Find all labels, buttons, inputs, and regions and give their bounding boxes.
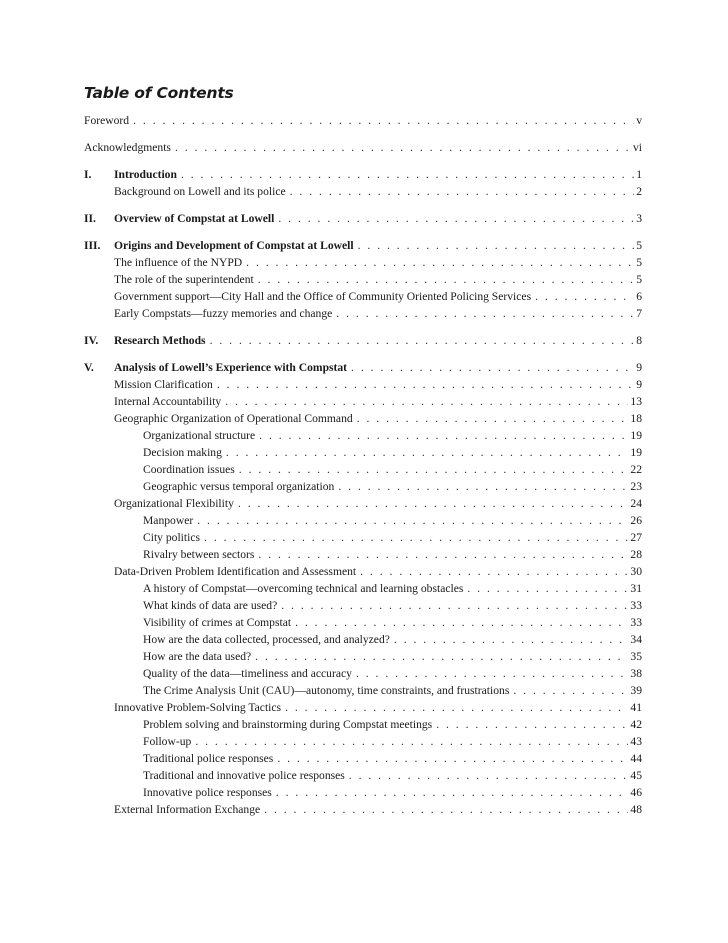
- toc-entry-page: 26: [630, 514, 642, 527]
- toc-entry-label: Quality of the data—timeliness and accuracy: [143, 667, 352, 680]
- toc-entry-label: Coordination issues: [143, 463, 235, 476]
- dot-leader: [238, 495, 629, 512]
- toc-entry[interactable]: [84, 665, 642, 682]
- dot-leader: [255, 648, 628, 665]
- toc-entry-label: How are the data collected, processed, and analyzed?: [143, 633, 390, 646]
- toc-entry-number: II.: [84, 212, 96, 225]
- toc-entry[interactable]: [84, 580, 642, 597]
- section-gap: [84, 129, 642, 139]
- toc-entry-page: 23: [630, 480, 642, 493]
- dot-leader: [360, 563, 628, 580]
- toc-entry[interactable]: [84, 461, 642, 478]
- dot-leader: [246, 254, 634, 271]
- dot-leader: [133, 112, 634, 129]
- toc-entry[interactable]: [84, 716, 642, 733]
- toc-entry-page: 44: [630, 752, 642, 765]
- toc-entry[interactable]: [84, 183, 642, 200]
- toc-entry-page: 8: [636, 334, 642, 347]
- dot-leader: [357, 410, 629, 427]
- toc-entry-page: 35: [630, 650, 642, 663]
- toc-entry-label: City politics: [143, 531, 201, 544]
- toc-entry-page: 46: [630, 786, 642, 799]
- toc-entry[interactable]: [84, 767, 642, 784]
- dot-leader: [436, 716, 628, 733]
- toc-entry[interactable]: [84, 784, 642, 801]
- toc-entry-page: 19: [630, 446, 642, 459]
- toc-entry-label: Background on Lowell and its police: [114, 185, 286, 198]
- toc-entry-label: The Crime Analysis Unit (CAU)—autonomy, time constraints, and frustrations: [143, 684, 510, 697]
- toc-entry[interactable]: [84, 210, 642, 227]
- toc-entry-page: 3: [636, 212, 642, 225]
- toc-entry-label: How are the data used?: [143, 650, 252, 663]
- dot-leader: [239, 461, 629, 478]
- toc-entry-label: The role of the superintendent: [114, 273, 254, 286]
- toc-entry-page: 33: [630, 616, 642, 629]
- toc-entry-label: Geographic versus temporal organization: [143, 480, 335, 493]
- dot-leader: [394, 631, 629, 648]
- section-gap: [84, 349, 642, 359]
- toc-entry[interactable]: [84, 427, 642, 444]
- toc-entry-page: 31: [630, 582, 642, 595]
- section-gap: [84, 227, 642, 237]
- toc-list: [84, 112, 642, 818]
- toc-entry-page: 34: [630, 633, 642, 646]
- dot-leader: [278, 210, 634, 227]
- toc-entry[interactable]: [84, 597, 642, 614]
- toc-entry-label: Traditional and innovative police responses: [143, 769, 345, 782]
- toc-entry-page: 48: [630, 803, 642, 816]
- toc-entry-label: Introduction: [114, 168, 177, 181]
- toc-entry-page: 7: [636, 307, 642, 320]
- toc-entry[interactable]: [84, 495, 642, 512]
- toc-entry-label: Follow-up: [143, 735, 192, 748]
- toc-entry-page: 45: [630, 769, 642, 782]
- toc-entry[interactable]: [84, 614, 642, 631]
- toc-entry-page: 27: [630, 531, 642, 544]
- toc-entry[interactable]: [84, 631, 642, 648]
- dot-leader: [210, 332, 635, 349]
- dot-leader: [281, 597, 628, 614]
- toc-entry-label: Research Methods: [114, 334, 206, 347]
- toc-entry-label: Analysis of Lowell’s Experience with Compstat: [114, 361, 348, 374]
- toc-entry[interactable]: [84, 139, 642, 156]
- toc-entry[interactable]: [84, 376, 642, 393]
- toc-entry[interactable]: [84, 237, 642, 254]
- toc-entry-label: Acknowledgments: [84, 141, 171, 154]
- toc-entry-label: Foreword: [84, 114, 130, 127]
- page-title: Table of Contents: [84, 84, 234, 102]
- toc-entry[interactable]: [84, 288, 642, 305]
- toc-entry[interactable]: [84, 546, 642, 563]
- toc-entry-label: Manpower: [143, 514, 194, 527]
- dot-leader: [295, 614, 628, 631]
- dot-leader: [285, 699, 628, 716]
- toc-entry[interactable]: [84, 699, 642, 716]
- toc-entry-label: A history of Compstat—overcoming technical and learning obstacles: [143, 582, 464, 595]
- toc-entry-page: 42: [630, 718, 642, 731]
- toc-entry-page: 5: [636, 239, 642, 252]
- section-gap: [84, 200, 642, 210]
- dot-leader: [277, 750, 628, 767]
- toc-entry-number: I.: [84, 168, 92, 181]
- toc-entry-page: 22: [630, 463, 642, 476]
- dot-leader: [258, 271, 634, 288]
- toc-entry-page: 41: [630, 701, 642, 714]
- dot-leader: [290, 183, 635, 200]
- toc-entry-page: 5: [636, 256, 642, 269]
- dot-leader: [181, 166, 634, 183]
- toc-entry-label: Rivalry between sectors: [143, 548, 255, 561]
- toc-entry-page: 18: [630, 412, 642, 425]
- toc-entry[interactable]: [84, 254, 642, 271]
- dot-leader: [336, 305, 634, 322]
- toc-entry-page: 28: [630, 548, 642, 561]
- toc-entry-label: Organizational structure: [143, 429, 256, 442]
- toc-entry-label: Decision making: [143, 446, 222, 459]
- dot-leader: [513, 682, 628, 699]
- toc-entry-page: 5: [636, 273, 642, 286]
- dot-leader: [225, 393, 628, 410]
- toc-entry-label: Organizational Flexibility: [114, 497, 234, 510]
- toc-entry-page: 43: [630, 735, 642, 748]
- toc-entry[interactable]: [84, 393, 642, 410]
- toc-entry-label: Mission Clarification: [114, 378, 213, 391]
- toc-entry-number: V.: [84, 361, 94, 374]
- toc-entry-label: Geographic Organization of Operational Command: [114, 412, 353, 425]
- dot-leader: [467, 580, 628, 597]
- toc-entry-page: 39: [630, 684, 642, 697]
- dot-leader: [351, 359, 634, 376]
- dot-leader: [175, 139, 631, 156]
- dot-leader: [276, 784, 629, 801]
- toc-entry[interactable]: [84, 682, 642, 699]
- toc-entry-page: 2: [636, 185, 642, 198]
- toc-entry-page: 24: [630, 497, 642, 510]
- toc-entry-number: IV.: [84, 334, 99, 347]
- toc-entry[interactable]: [84, 444, 642, 461]
- toc-entry-page: 19: [630, 429, 642, 442]
- toc-entry-label: Innovative police responses: [143, 786, 272, 799]
- toc-entry[interactable]: [84, 512, 642, 529]
- toc-entry[interactable]: [84, 648, 642, 665]
- toc-entry-label: Data-Driven Problem Identification and Assessment: [114, 565, 357, 578]
- toc-entry[interactable]: [84, 529, 642, 546]
- toc-entry-page: 33: [630, 599, 642, 612]
- toc-entry-label: What kinds of data are used?: [143, 599, 278, 612]
- dot-leader: [217, 376, 634, 393]
- toc-entry[interactable]: [84, 801, 642, 818]
- toc-entry[interactable]: [84, 271, 642, 288]
- dot-leader: [197, 512, 628, 529]
- toc-entry-page: 9: [636, 361, 642, 374]
- dot-leader: [204, 529, 628, 546]
- toc-entry-label: Origins and Development of Compstat at Lowell: [114, 239, 354, 252]
- dot-leader: [264, 801, 628, 818]
- toc-entry[interactable]: [84, 112, 642, 129]
- section-gap: [84, 156, 642, 166]
- toc-entry[interactable]: [84, 305, 642, 322]
- dot-leader: [226, 444, 629, 461]
- dot-leader: [349, 767, 629, 784]
- toc-entry-label: Government support—City Hall and the Office of Community Oriented Policing Services: [114, 290, 532, 303]
- toc-entry-page: 1: [636, 168, 642, 181]
- toc-entry-page: 9: [636, 378, 642, 391]
- toc-entry-page: 13: [630, 395, 642, 408]
- toc-entry-page: v: [636, 114, 642, 127]
- toc-entry-label: Visibility of crimes at Compstat: [143, 616, 292, 629]
- dot-leader: [358, 237, 635, 254]
- toc-entry[interactable]: [84, 410, 642, 427]
- toc-entry-label: Overview of Compstat at Lowell: [114, 212, 275, 225]
- toc-entry-page: vi: [632, 141, 642, 154]
- dot-leader: [259, 427, 628, 444]
- toc-entry-label: Problem solving and brainstorming during Compstat meetings: [143, 718, 433, 731]
- toc-entry-page: 6: [636, 290, 642, 303]
- toc-entry-number: III.: [84, 239, 101, 252]
- toc-entry-label: The influence of the NYPD: [114, 256, 243, 269]
- dot-leader: [535, 288, 634, 305]
- toc-entry-label: External Information Exchange: [114, 803, 261, 816]
- dot-leader: [356, 665, 628, 682]
- toc-entry-label: Internal Accountability: [114, 395, 222, 408]
- dot-leader: [195, 733, 628, 750]
- toc-entry-label: Traditional police responses: [143, 752, 274, 765]
- toc-entry-page: 38: [630, 667, 642, 680]
- toc-entry[interactable]: [84, 478, 642, 495]
- toc-entry[interactable]: [84, 332, 642, 349]
- toc-entry[interactable]: [84, 750, 642, 767]
- toc-entry-label: Early Compstats—fuzzy memories and change: [114, 307, 333, 320]
- section-gap: [84, 322, 642, 332]
- dot-leader: [258, 546, 628, 563]
- toc-entry[interactable]: [84, 166, 642, 183]
- toc-entry[interactable]: [84, 359, 642, 376]
- toc-entry-label: Innovative Problem-Solving Tactics: [114, 701, 282, 714]
- toc-entry-page: 30: [630, 565, 642, 578]
- toc-page: [84, 84, 642, 818]
- toc-entry[interactable]: [84, 563, 642, 580]
- dot-leader: [338, 478, 628, 495]
- toc-entry[interactable]: [84, 733, 642, 750]
